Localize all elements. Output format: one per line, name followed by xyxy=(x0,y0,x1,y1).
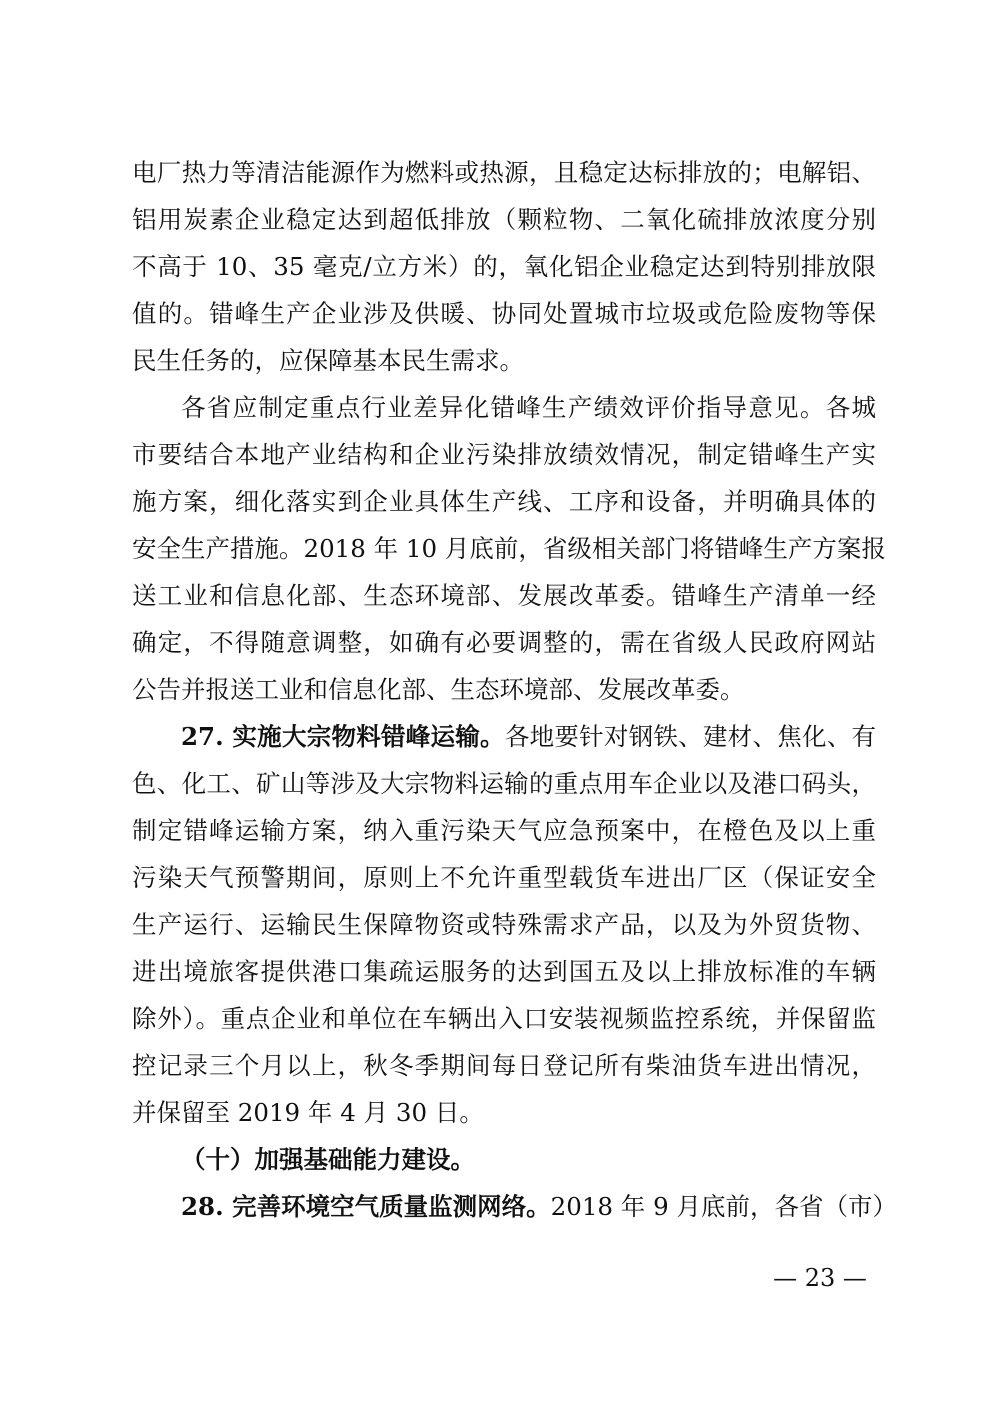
text-line: 不高于 10、35 毫克/立方米）的，氧化铝企业稳定达到特别排放限 xyxy=(132,252,876,281)
text-line: 除外）。重点企业和单位在车辆出入口安装视频监控系统，并保留监 xyxy=(132,1004,876,1033)
text-line: 值的。错峰生产企业涉及供暖、协同处置城市垃圾或危险废物等保 xyxy=(132,299,876,328)
text-line: 电厂热力等清洁能源作为燃料或热源，且稳定达标排放的；电解铝、 xyxy=(132,158,876,187)
item-28-text: 2018 年 9 月底前，各省（市） xyxy=(550,1192,897,1221)
text-line: 铝用炭素企业稳定达到超低排放（颗粒物、二氧化硫排放浓度分别 xyxy=(132,205,876,234)
text-line xyxy=(132,1183,897,1230)
text-line: 各省应制定重点行业差异化错峰生产绩效评价指导意见。各城 xyxy=(181,393,876,422)
text-line: 市要结合本地产业结构和企业污染排放绩效情况，制定错峰生产实 xyxy=(132,440,876,469)
text-line: 控记录三个月以上，秋冬季期间每日登记所有柴油货车进出情况， xyxy=(132,1051,876,1080)
text-line: 送工业和信息化部、生态环境部、发展改革委。错峰生产清单一经 xyxy=(132,581,876,610)
text-line: 进出境旅客提供港口集疏运服务的达到国五及以上排放标准的车辆 xyxy=(132,957,876,986)
text-line: 污染天气预警期间，原则上不允许重型载货车进出厂区（保证安全 xyxy=(132,863,876,892)
item-27-text: 各地要针对钢铁、建材、焦化、有 xyxy=(504,722,876,751)
text-line: 安全生产措施。2018 年 10 月底前，省级相关部门将错峰生产方案报 xyxy=(132,534,886,563)
text-line: 民生任务的，应保障基本民生需求。 xyxy=(132,346,524,375)
text-line: 公告并报送工业和信息化部、生态环境部、发展改革委。 xyxy=(132,675,745,704)
text-line: 生产运行、运输民生保障物资或特殊需求产品，以及为外贸货物、 xyxy=(132,910,876,939)
text-line: 确定，不得随意调整，如确有必要调整的，需在省级人民政府网站 xyxy=(132,628,876,657)
item-27-heading: 27. 实施大宗物料错峰运输。 xyxy=(181,722,505,751)
text-line: 色、化工、矿山等涉及大宗物料运输的重点用车企业以及港口码头， xyxy=(132,769,876,798)
text-line: 制定错峰运输方案，纳入重污染天气应急预案中，在橙色及以上重 xyxy=(132,816,876,845)
text-line: 施方案，细化落实到企业具体生产线、工序和设备，并明确具体的 xyxy=(132,487,876,516)
item-28-heading: 28. 完善环境空气质量监测网络。 xyxy=(181,1192,551,1221)
page-number: — 23 — xyxy=(773,1264,867,1292)
text-line xyxy=(132,713,876,760)
section-heading: （十）加强基础能力建设。 xyxy=(181,1145,475,1174)
text-line: 并保留至 2019 年 4 月 30 日。 xyxy=(132,1098,484,1127)
body-text xyxy=(132,149,897,1230)
